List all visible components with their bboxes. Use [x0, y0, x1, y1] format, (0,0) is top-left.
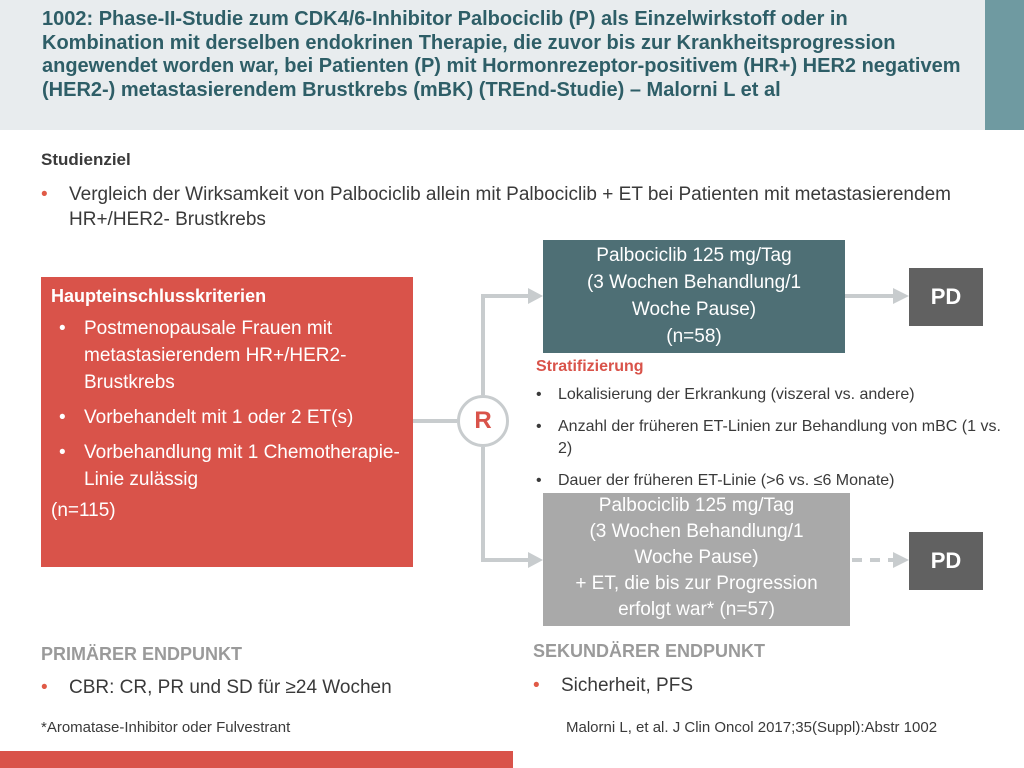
arrowhead-pd1 — [893, 288, 909, 304]
stratification-item — [536, 384, 1006, 406]
stratification-item-text: Dauer der früheren ET-Linie (>6 vs. ≤6 Monate) — [558, 472, 895, 489]
slide-title: 1002: Phase-II-Studie zum CDK4/6-Inhibitor Palbociclib (P) als Einzelwirkstoff oder in Kombination mit derselben endokrinen Therapie, die zuvor bis zur Krankheitsprogression angewendet worden war, bei Patienten (P) mit Hormonrezeptor-positivem (HR+) HER2 negativem (HER2-) metastasierendem Brustkrebs (mBK) (TREnd-Studie) – Malorni L et al — [42, 8, 961, 101]
criteria-list — [51, 315, 403, 493]
criteria-item — [51, 315, 403, 396]
arrowhead-arm2 — [528, 552, 543, 568]
bullet-icon: • — [536, 386, 542, 403]
secondary-endpoint-list — [533, 673, 933, 698]
arm-palbociclib-et — [543, 493, 850, 626]
randomization-node: R — [457, 395, 509, 447]
primary-endpoint-item — [41, 675, 501, 700]
citation: Malorni L, et al. J Clin Oncol 2017;35(Suppl):Abstr 1002 — [566, 719, 938, 736]
stratification-item — [536, 416, 1006, 460]
study-aim-heading: Studienziel — [41, 150, 131, 169]
secondary-endpoint-text: Sicherheit, PFS — [561, 675, 693, 696]
pd-box-arm1: PD — [909, 268, 983, 326]
criteria-item-text: Vorbehandlung mit 1 Chemotherapie-Linie zulässig — [84, 442, 400, 490]
criteria-item-text: Vorbehandelt mit 1 oder 2 ET(s) — [84, 407, 354, 428]
bullet-icon: • — [41, 184, 48, 205]
inclusion-criteria-box — [41, 277, 413, 567]
criteria-item-text: Postmenopausale Frauen mit metastasierendem HR+/HER2-Brustkrebs — [84, 318, 347, 393]
arm1-line: (3 Wochen Behandlung/1 — [586, 272, 802, 293]
arm1-line: (n=58) — [666, 326, 722, 347]
criteria-item — [51, 404, 403, 431]
bullet-icon: • — [533, 675, 540, 696]
arrowhead-arm1 — [528, 288, 543, 304]
criteria-count: (n=115) — [51, 500, 116, 521]
criteria-title: Haupteinschlusskriterien — [51, 286, 267, 306]
arm2-line: Woche Pause) — [634, 547, 759, 568]
footer-accent-bar — [0, 751, 513, 768]
bullet-icon: • — [536, 418, 542, 435]
connector-r-arm1 — [483, 296, 528, 395]
footnote: *Aromatase-Inhibitor oder Fulvestrant — [41, 719, 291, 736]
stratification-list — [536, 384, 1006, 502]
bullet-icon: • — [59, 407, 66, 428]
secondary-endpoint-item — [533, 673, 933, 698]
bullet-icon: • — [41, 677, 48, 698]
bullet-icon: • — [536, 472, 542, 489]
stratification-item-text: Anzahl der früheren ET-Linien zur Behandlung von mBC (1 vs. 2) — [558, 418, 1001, 457]
stratification-title: Stratifizierung — [536, 358, 644, 375]
criteria-item — [51, 439, 403, 493]
arm1-line: Palbociclib 125 mg/Tag — [596, 245, 792, 266]
arrowhead-pd2 — [893, 552, 909, 568]
primary-endpoint-heading: PRIMÄRER ENDPUNKT — [41, 644, 243, 664]
pd-box-arm2: PD — [909, 532, 983, 590]
primary-endpoint-text: CBR: CR, PR und SD für ≥24 Wochen — [69, 677, 392, 698]
secondary-endpoint-heading: SEKUNDÄRER ENDPUNKT — [533, 641, 766, 661]
bullet-icon: • — [59, 318, 66, 339]
arm2-line: + ET, die bis zur Progression — [575, 573, 818, 594]
arm-palbociclib-mono — [543, 240, 845, 353]
arm1-line: Woche Pause) — [631, 299, 757, 320]
stratification-item-text: Lokalisierung der Erkrankung (viszeral vs. andere) — [558, 386, 915, 403]
arm2-line: erfolgt war* (n=57) — [618, 599, 775, 620]
arm2-line: (3 Wochen Behandlung/1 — [589, 521, 804, 542]
arm2-line: Palbociclib 125 mg/Tag — [598, 495, 795, 516]
primary-endpoint-list — [41, 675, 501, 700]
bullet-icon: • — [59, 442, 66, 463]
connector-r-arm2 — [483, 447, 528, 560]
stratification-item — [536, 470, 1006, 492]
study-aim-text: Vergleich der Wirksamkeit von Palbociclib allein mit Palbociclib + ET bei Patienten mit metastasierendem HR+/HER2- Brustkrebs — [69, 184, 951, 230]
